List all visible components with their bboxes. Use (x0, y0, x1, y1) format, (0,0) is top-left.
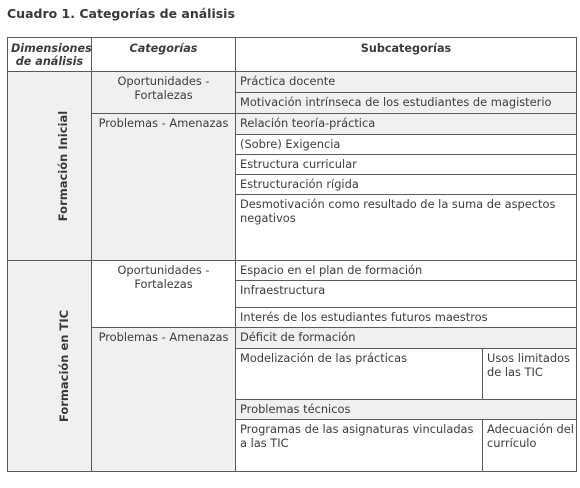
dimension-cell (8, 72, 92, 261)
subcategory-cell: Déficit de formación (236, 328, 577, 349)
subcategory-cell: Problemas técnicos (236, 400, 577, 420)
subcategory-cell: Motivación intrínseca de los estudiantes de magisterio (236, 93, 577, 114)
subcategory-cell: Infraestructura (236, 281, 577, 308)
subcategory-cell: Espacio en el plan de formación (236, 261, 577, 281)
subcategory-cell: Estructura curricular (236, 155, 577, 175)
table-caption: Cuadro 1. Categorías de análisis (7, 6, 235, 21)
subcategory-note-cell: Usos limitados de las TIC (483, 349, 577, 400)
subcategory-cell: Modelización de las prácticas (236, 349, 483, 400)
header-dimensions: Dimensiones de análisis (8, 38, 92, 72)
table-row (8, 328, 577, 349)
dimension-cell (8, 261, 92, 472)
table-row (8, 114, 577, 135)
subcategory-cell: Programas de las asignaturas vinculadas a las TIC (236, 420, 483, 472)
subcategory-cell: Interés de los estudiantes futuros maestros (236, 308, 577, 328)
subcategory-cell: Relación teoría-práctica (236, 114, 577, 135)
subcategory-note-cell: Adecuación del currículo (483, 420, 577, 472)
table-header-row (8, 38, 577, 72)
categories-table (7, 37, 577, 472)
category-cell: Problemas - Amenazas (92, 114, 236, 261)
subcategory-cell: Estructuración rígida (236, 175, 577, 195)
category-cell: Oportunidades - Fortalezas (92, 72, 236, 114)
dimension-label: Formación en TIC (57, 309, 72, 423)
subcategory-cell: Práctica docente (236, 72, 577, 93)
subcategory-cell: (Sobre) Exigencia (236, 135, 577, 155)
dimension-label: Formación Inicial (56, 110, 71, 222)
table-row (8, 261, 577, 281)
subcategory-cell: Desmotivación como resultado de la suma de aspectos negativos (236, 195, 577, 261)
header-subcategories: Subcategorías (236, 38, 577, 72)
category-cell: Problemas - Amenazas (92, 328, 236, 472)
category-cell: Oportunidades - Fortalezas (92, 261, 236, 328)
table-row (8, 72, 577, 93)
header-categories: Categorías (92, 38, 236, 72)
